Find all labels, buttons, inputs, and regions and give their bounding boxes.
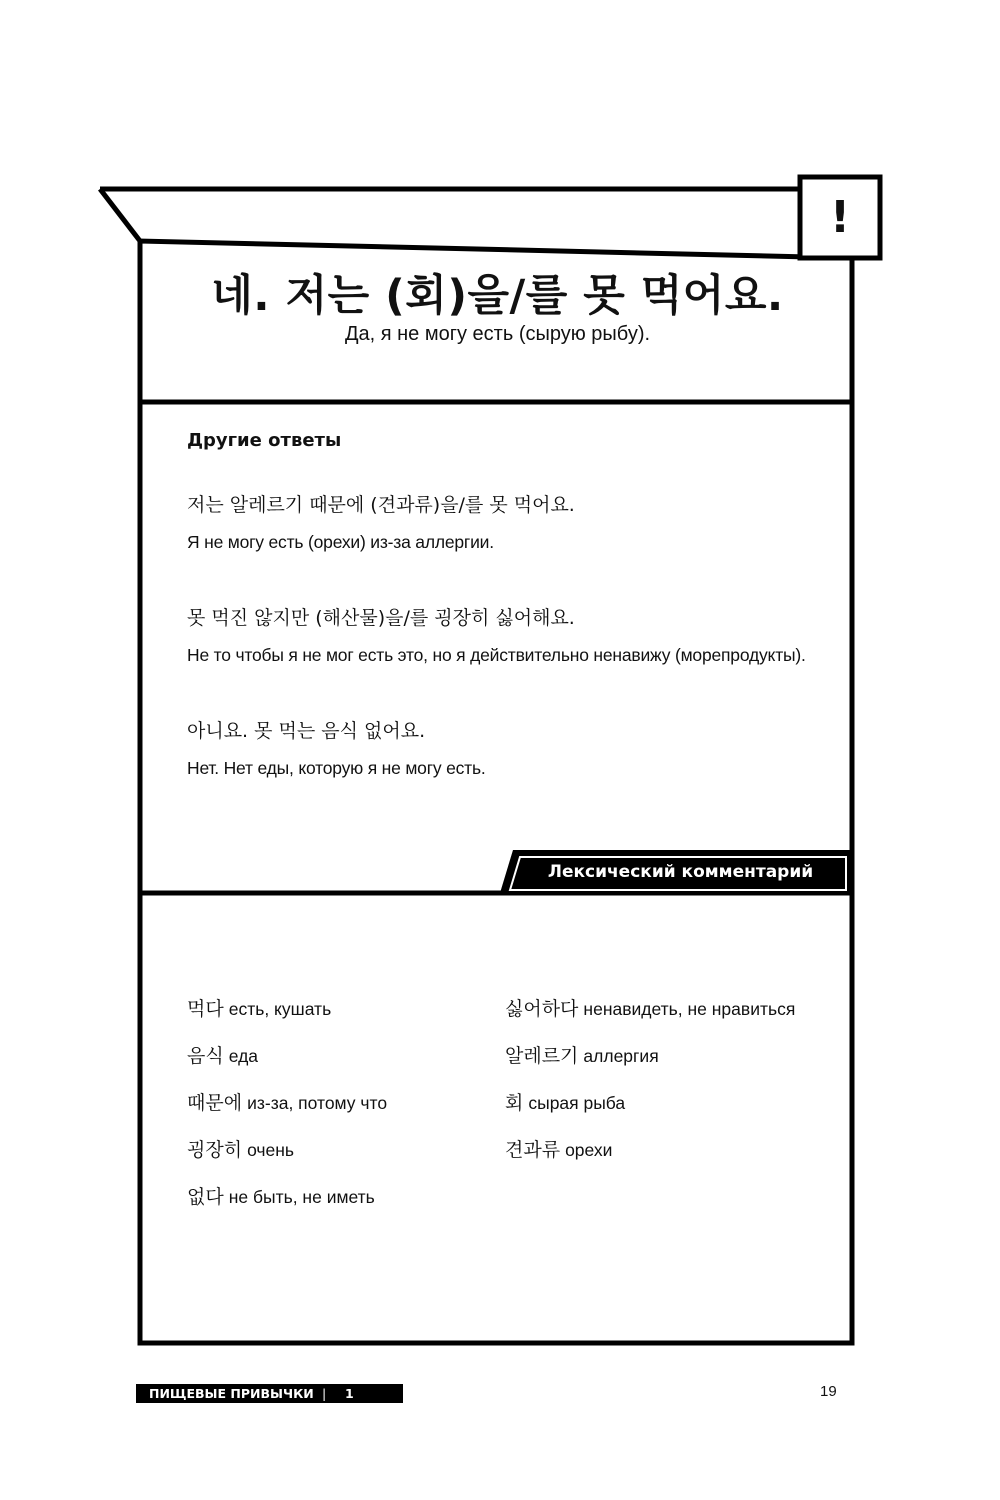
vocab-translation: аллергия	[583, 1046, 659, 1066]
vocab-item	[505, 1135, 612, 1162]
vocab-translation: не быть, не иметь	[228, 1187, 375, 1207]
vocabulary-title: Лексический комментарий	[547, 862, 814, 882]
footer-separator: |	[322, 1386, 327, 1401]
answer-2-korean: 못 먹진 않지만 (해산물)을/를 굉장히 싫어해요.	[187, 607, 575, 629]
vocab-item	[187, 994, 331, 1021]
page-title: 네. 저는 (회)을/를 못 먹어요.	[211, 271, 784, 321]
vocab-word: 알레르기	[505, 1045, 579, 1067]
answer-1-russian: Я не могу есть (орехи) из-за аллергии.	[187, 532, 494, 552]
vocab-item	[505, 1041, 659, 1068]
vocab-translation: орехи	[565, 1140, 613, 1160]
vocab-item	[187, 1135, 294, 1162]
vocab-translation: еда	[228, 1046, 259, 1066]
vocab-word: 견과류	[505, 1139, 561, 1161]
vocab-item	[187, 1182, 375, 1209]
vocab-item	[505, 1088, 625, 1115]
other-answers-title: Другие ответы	[187, 430, 342, 451]
vocab-translation: сырая рыба	[528, 1093, 626, 1113]
vocab-word: 때문에	[187, 1092, 243, 1114]
vocab-word: 먹다	[187, 998, 224, 1020]
vocab-word: 싫어하다	[505, 998, 579, 1020]
footer-section-bar	[136, 1384, 403, 1403]
vocab-word: 없다	[187, 1186, 224, 1208]
answer-1-korean: 저는 알레르기 때문에 (견과류)을/를 못 먹어요.	[187, 494, 575, 516]
header-bubble-tail	[100, 189, 140, 241]
vocab-item	[505, 994, 795, 1021]
page-subtitle: Да, я не могу есть (сырую рыбу).	[344, 323, 651, 345]
vocab-translation: есть, кушать	[228, 999, 332, 1019]
vocab-translation: очень	[247, 1140, 295, 1160]
vocab-item	[187, 1041, 258, 1068]
page-number: 19	[820, 1383, 837, 1400]
vocab-word: 회	[505, 1092, 524, 1114]
vocab-item	[187, 1088, 387, 1115]
footer-chapter: 1	[345, 1386, 354, 1401]
answer-2-russian: Не то чтобы я не мог есть это, но я действительно ненавижу (морепродукты).	[187, 645, 806, 665]
footer-section-name: ПИЩЕВЫЕ ПРИВЫЧКИ	[149, 1386, 314, 1401]
vocab-word: 굉장히	[187, 1139, 243, 1161]
vocab-translation: ненавидеть, не нравиться	[583, 999, 796, 1019]
vocab-translation: из-за, потому что	[247, 1093, 388, 1113]
vocab-word: 음식	[187, 1045, 224, 1067]
answer-3-korean: 아니요. 못 먹는 음식 없어요.	[187, 720, 426, 742]
answer-3-russian: Нет. Нет еды, которую я не могу есть.	[187, 758, 486, 778]
exclamation-icon: !	[829, 191, 851, 243]
